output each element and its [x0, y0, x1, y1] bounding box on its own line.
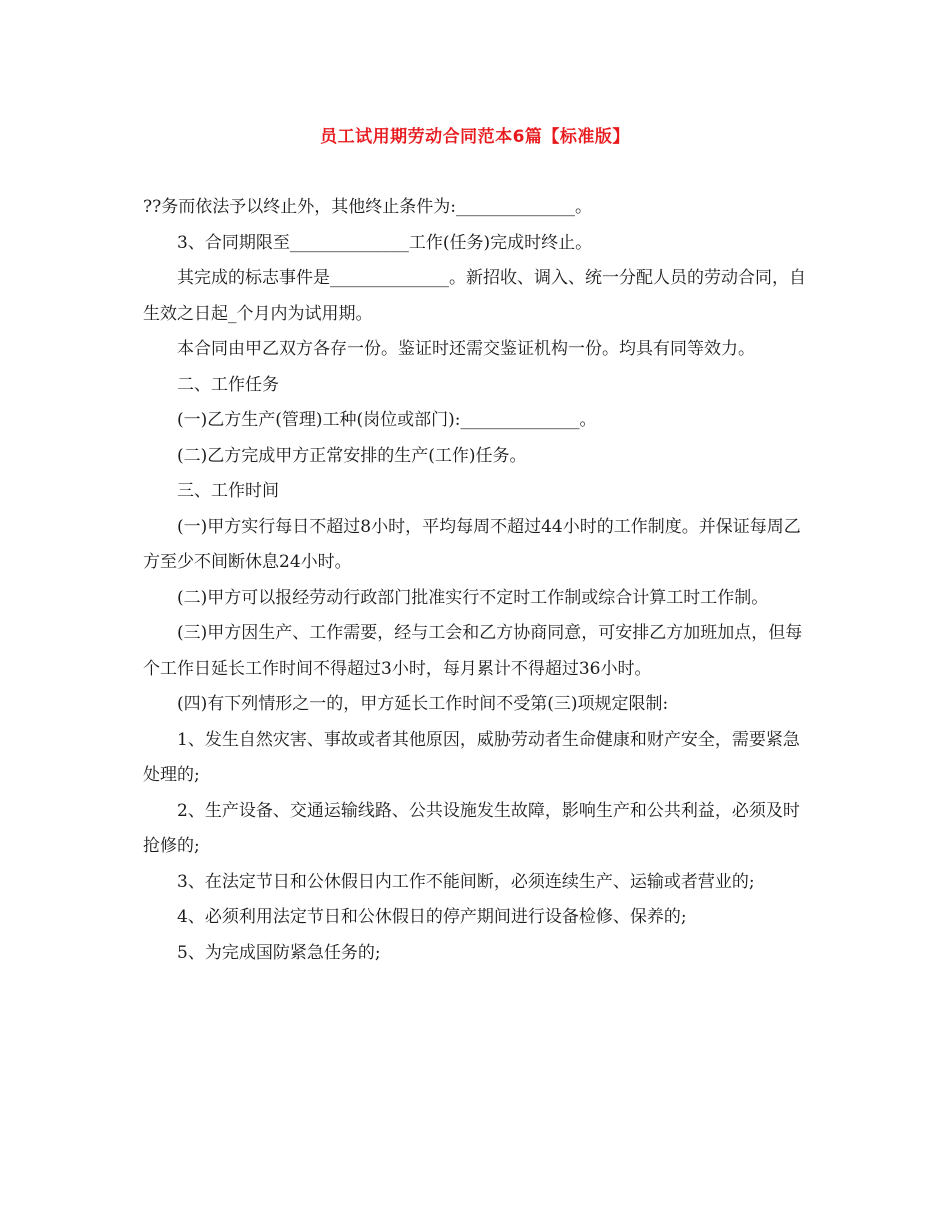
section-heading: 三、工作时间 — [177, 481, 279, 501]
paragraph: (一)甲方实行每日不超过8小时，平均每周不超过44小时的工作制度。并保证每周乙方至少不间断休息24小时。 — [143, 516, 801, 572]
paragraph: (二)乙方完成甲方正常安排的生产(工作)任务。 — [177, 445, 527, 466]
paragraph: ??务而依法予以终止外，其他终止条件为:______________。 — [143, 197, 592, 217]
paragraph: 3、合同期限至______________工作(任务)完成时终止。 — [177, 232, 593, 253]
list-item: 1、发生自然灾害、事故或者其他原因，威胁劳动者生命健康和财产安全，需要紧急处理的; — [143, 729, 800, 785]
list-item: 5、为完成国防紧急任务的; — [177, 942, 381, 963]
paragraph: 本合同由甲乙双方各存一份。鉴证时还需交鉴证机构一份。均具有同等效力。 — [177, 339, 755, 359]
paragraph: (四)有下列情形之一的，甲方延长工作时间不受第(三)项规定限制: — [177, 694, 669, 714]
paragraph: (三)甲方因生产、工作需要，经与工会和乙方协商同意，可安排乙方加班加点，但每个工作日延长工作时间不得超过3小时，每月累计不得超过36小时。 — [143, 623, 803, 679]
list-item: 2、生产设备、交通运输线路、公共设施发生故障，影响生产和公共利益，必须及时抢修的; — [143, 800, 800, 856]
paragraph: 其完成的标志事件是______________。新招收、调入、统一分配人员的劳动合同，自生效之日起_个月内为试用期。 — [143, 268, 806, 324]
section-heading: 二、工作任务 — [177, 374, 279, 395]
list-item: 3、在法定节日和公休假日内工作不能间断，必须连续生产、运输或者营业的; — [177, 871, 755, 892]
paragraph: (二)甲方可以报经劳动行政部门批准实行不定时工作制或综合计算工时工作制。 — [177, 587, 769, 608]
document-body — [143, 190, 807, 971]
document-title: 员工试用期劳动合同范本6篇【标准版】 — [320, 127, 630, 147]
list-item: 4、必须利用法定节日和公休假日的停产期间进行设备检修、保养的; — [177, 907, 687, 927]
paragraph: (一)乙方生产(管理)工种(岗位或部门):______________。 — [177, 410, 597, 430]
